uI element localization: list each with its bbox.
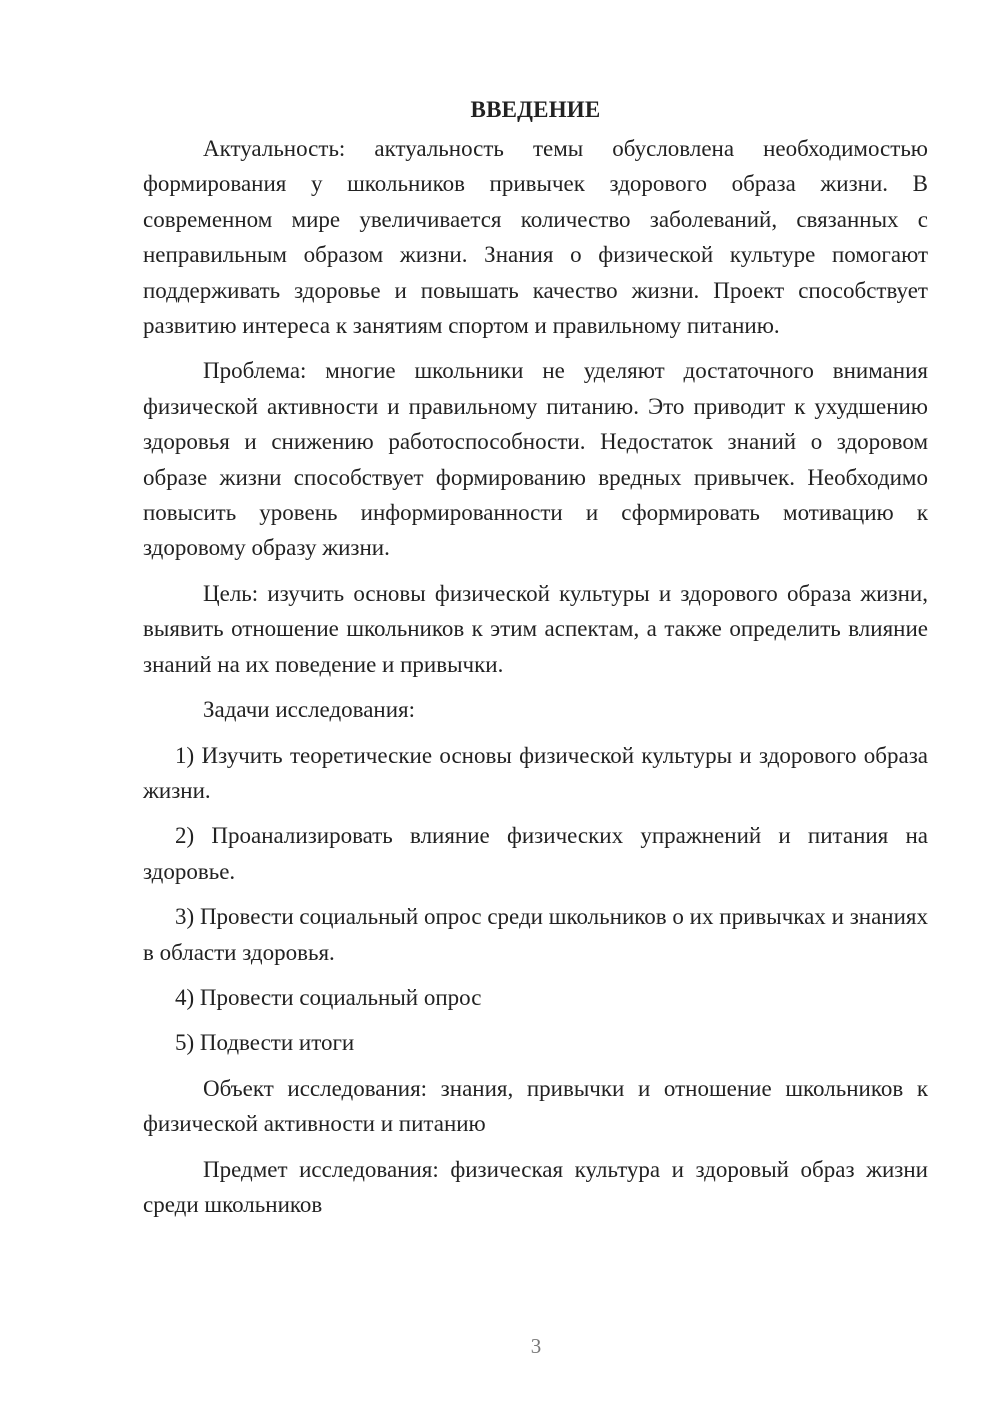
goal-paragraph: Цель: изучить основы физической культуры и здорового образа жизни, выявить отношение школьников к этим аспектам, а также определить влияние знаний на их поведение и привычки. (143, 580, 928, 677)
task-item-3: 3) Провести социальный опрос среди школьников о их привычках и знаниях в области здоровья. (143, 904, 928, 965)
problem-paragraph: Проблема: многие школьники не уделяют достаточного внимания физической активности и правильному питанию. Это приводит к ухудшению здоровья и снижению работоспособности. Недостаток знаний о здоровом образе жизни способствует формированию вредных привычек. Необходимо повысить уровень информированности и сформировать мотивацию к здоровому образу жизни. (143, 358, 928, 561)
subject-paragraph: Предмет исследования: физическая культура и здоровый образ жизни среди школьников (143, 1156, 928, 1217)
section-heading: ВВЕДЕНИЕ (470, 97, 601, 122)
task-item-2: 2) Проанализировать влияние физических упражнений и питания на здоровье. (143, 823, 928, 884)
task-item-5: 5) Подвести итоги (175, 1030, 355, 1056)
page-number: 3 (530, 1334, 542, 1358)
tasks-heading: Задачи исследования: (203, 697, 416, 723)
page-content (143, 92, 928, 1232)
object-paragraph: Объект исследования: знания, привычки и отношение школьников к физической активности и питанию (143, 1075, 928, 1137)
task-item-4: 4) Провести социальный опрос (175, 984, 482, 1010)
task-item-1: 1) Изучить теоретические основы физической культуры и здорового образа жизни. (143, 742, 928, 803)
relevance-paragraph: Актуальность: актуальность темы обусловлена необходимостью формирования у школьников привычек здорового образа жизни. В современном мире увеличивается количество заболеваний, связанных с неправильным образом жизни. Знания о физической культуре помогают поддерживать здоровье и повышать качество жизни. Проект способствует развитию интереса к занятиям спортом и правильному питанию. (143, 136, 928, 339)
